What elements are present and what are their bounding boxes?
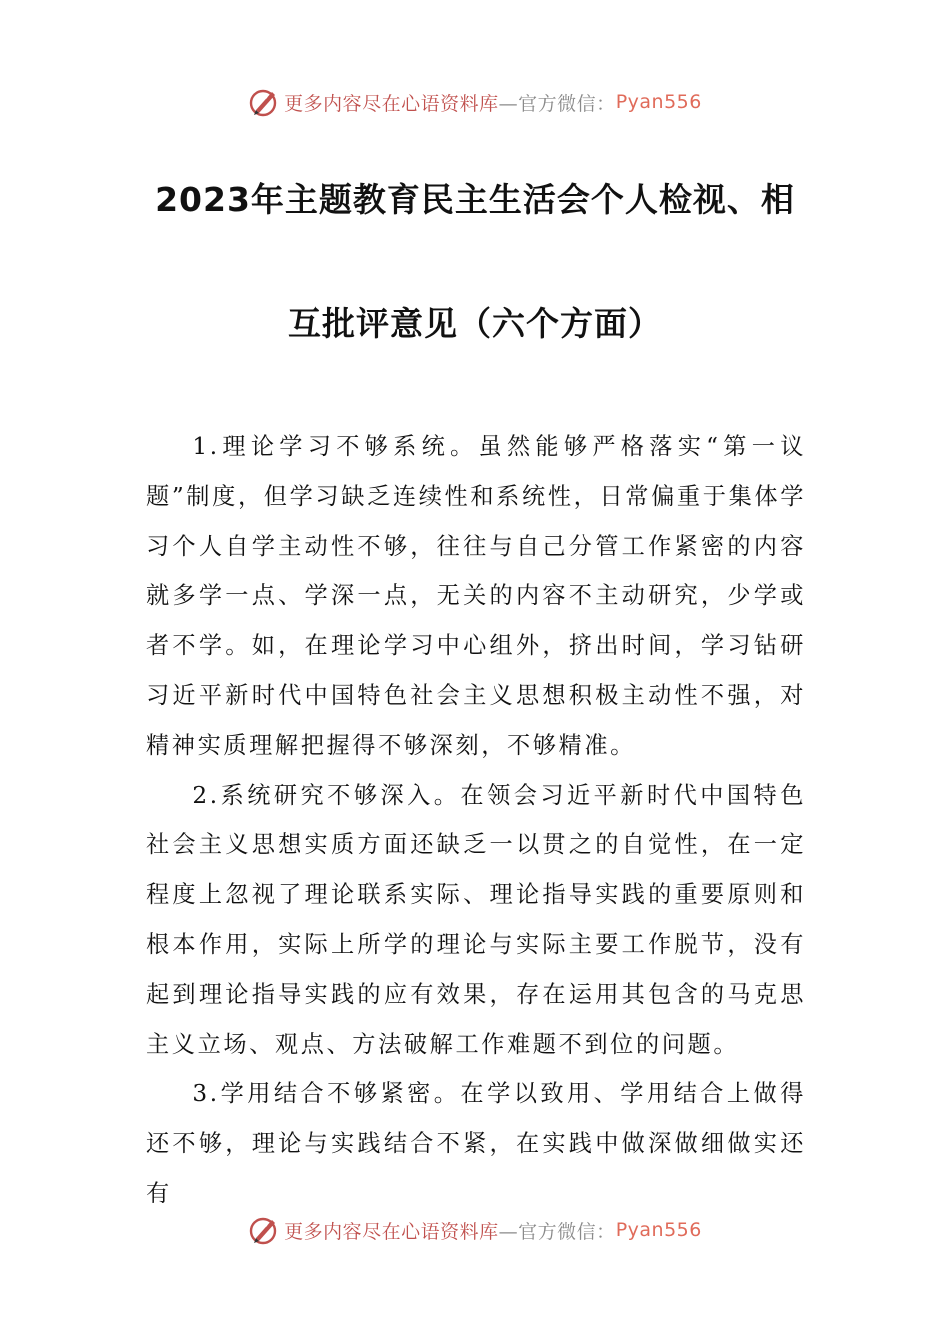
header-banner: [0, 82, 950, 122]
banner-wechat-label: —官方微信：: [498, 1220, 616, 1243]
pen-circle-logo-icon: [248, 1214, 280, 1246]
document-body: [146, 422, 806, 1219]
footer-banner: [0, 1210, 950, 1250]
banner-wechat-id: Pyan556: [615, 91, 702, 113]
pen-circle-logo-icon: [248, 86, 280, 118]
banner-brand-text: 更多内容尽在心语资料库: [284, 92, 499, 115]
document-title-line-1: 2023年主题教育民主生活会个人检视、相: [155, 180, 795, 219]
paragraph-3: 3.学用结合不够紧密。在学以致用、学用结合上做得还不够，理论与实践结合不紧，在实践中做深做细做实还有: [146, 1080, 806, 1207]
paragraph-1: 1.理论学习不够系统。虽然能够严格落实“第一议题”制度，但学习缺乏连续性和系统性，日常偏重于集体学习个人自学主动性不够，往往与自己分管工作紧密的内容就多学一点、学深一点，无关的内容不主动研究，少学或者不学。如，在理论学习中心组外，挤出时间，学习钻研习近平新时代中国特色社会主义思想积极主动性不强，对精神实质理解把握得不够深刻，不够精准。: [146, 433, 806, 759]
banner-wechat-id: Pyan556: [615, 1219, 702, 1241]
document-title-line-2: 互批评意见（六个方面）: [288, 304, 662, 343]
paragraph-2: 2.系统研究不够深入。在领会习近平新时代中国特色社会主义思想实质方面还缺乏一以贯之的自觉性，在一定程度上忽视了理论联系实际、理论指导实践的重要原则和根本作用，实际上所学的理论与实际主要工作脱节，没有起到理论指导实践的应有效果，存在运用其包含的马克思主义立场、观点、方法破解工作难题不到位的问题。: [146, 781, 806, 1058]
banner-brand-text: 更多内容尽在心语资料库: [284, 1220, 499, 1243]
banner-wechat-label: —官方微信：: [498, 92, 616, 115]
